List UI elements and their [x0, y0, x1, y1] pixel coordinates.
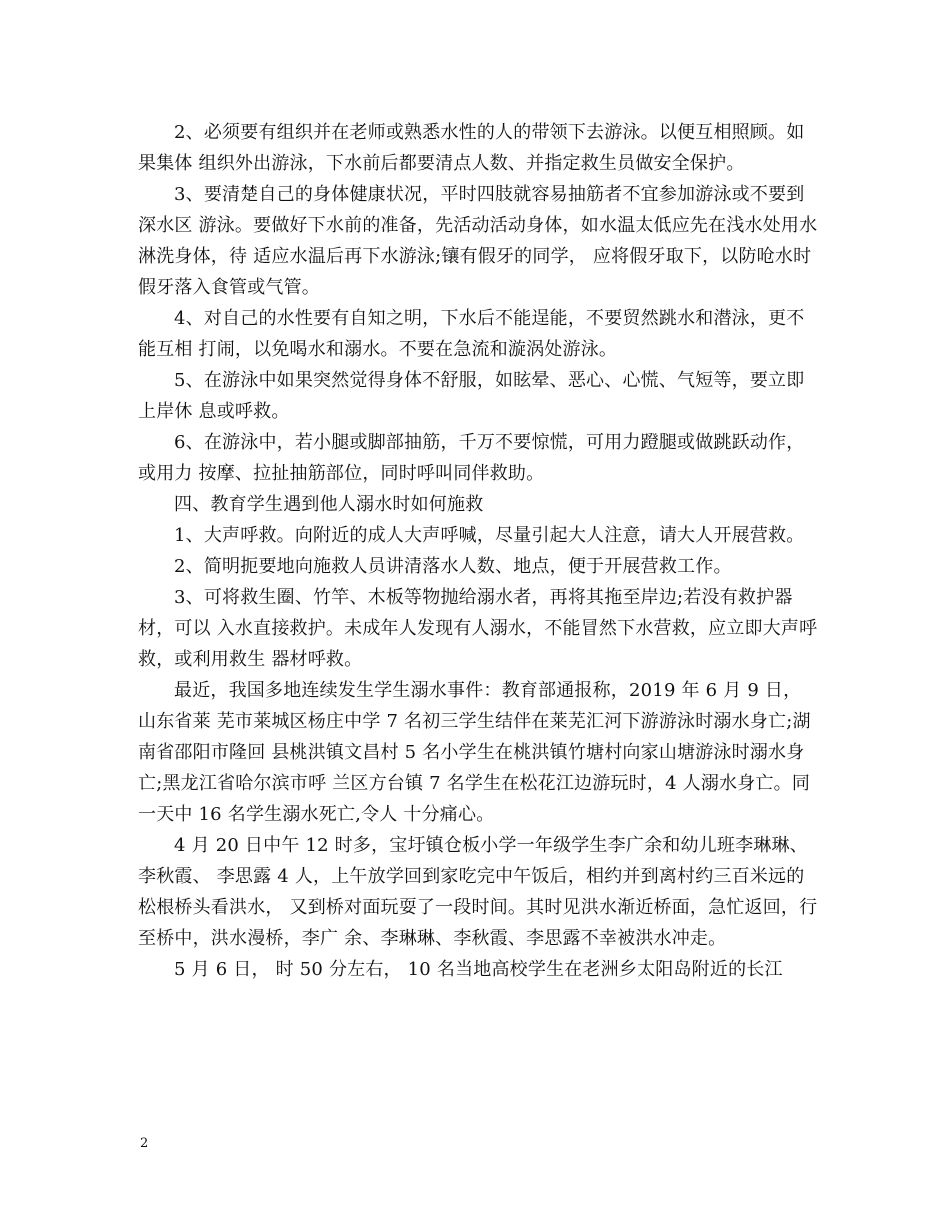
document-body	[138, 117, 818, 985]
paragraph-1: 2、必须要有组织并在老师或熟悉水性的人的带领下去游泳。以便互相照顾。如果集体 组织外出游泳，下水前后都要清点人数、并指定救生员做安全保护。	[138, 122, 805, 174]
paragraph-8: 3、可将救生圈、竹竿、木板等物抛给溺水者，再将其拖至岸边;若没有救护器材，可以 入水直接救护。未成年人发现有人溺水，不能冒然下水营救，应立即大声呼救，或利用救生 器材呼救。	[138, 587, 818, 670]
paragraph-7: 2、简明扼要地向施救人员讲清落水人数、地点，便于开展营救工作。	[174, 556, 732, 577]
paragraph-6: 1、大声呼救。向附近的成人大声呼喊，尽量引起大人注意，请大人开展营救。	[174, 525, 805, 546]
paragraph-9: 最近，我国多地连续发生学生溺水事件：教育部通报称，2019 年 6 月 9 日，山东省莱 芜市莱城区杨庄中学 7 名初三学生结伴在莱芜汇河下游游泳时溺水身亡;湖南省邵阳市隆回 县桃洪镇文昌村 5 名小学生在桃洪镇竹塘村向家山塘游泳时溺水身亡;黑龙江省哈尔滨市呼 兰区方台镇 7 名学生在松花江边游玩时，4 人溺水身亡。同一天中 16 名学生溺水死亡,令人 十分痛心。	[138, 680, 811, 825]
paragraph-4: 5、在游泳中如果突然觉得身体不舒服，如眩晕、恶心、心慌、气短等，要立即上岸休 息或呼救。	[138, 370, 805, 422]
paragraph-5: 6、在游泳中，若小腿或脚部抽筋，千万不要惊慌，可用力蹬腿或做跳跃动作，或用力 按摩、拉扯抽筋部位，同时呼叫同伴救助。	[138, 432, 805, 484]
paragraph-2: 3、要清楚自己的身体健康状况，平时四肢就容易抽筋者不宜参加游泳或不要到深水区 游泳。要做好下水前的准备，先活动活动身体，如水温太低应先在浅水处用水淋洗身体，待 适应水温后再下水游泳;镶有假牙的同学， 应将假牙取下，以防呛水时假牙落入食管或气管。	[138, 184, 818, 298]
paragraph-3: 4、对自己的水性要有自知之明，下水后不能逞能，不要贸然跳水和潜泳，更不能互相 打闹，以免喝水和溺水。不要在急流和漩涡处游泳。	[138, 308, 805, 360]
paragraph-10: 4 月 20 日中午 12 时多，宝圩镇仓板小学一年级学生李广余和幼儿班李琳琳、李秋霞、 李思露 4 人，上午放学回到家吃完中午饭后，相约并到离村约三百米远的松根桥头看洪水， 又到桥对面玩耍了一段时间。其时见洪水渐近桥面，急忙返回，行至桥中，洪水漫桥，李广 余、李琳琳、李秋霞、李思露不幸被洪水冲走。	[138, 835, 818, 949]
page-number: 2	[140, 1136, 149, 1151]
paragraph-11: 5 月 6 日， 时 50 分左右， 10 名当地高校学生在老洲乡太阳岛附近的长江	[174, 959, 783, 980]
section-heading: 四、教育学生遇到他人溺水时如何施救	[174, 494, 484, 515]
